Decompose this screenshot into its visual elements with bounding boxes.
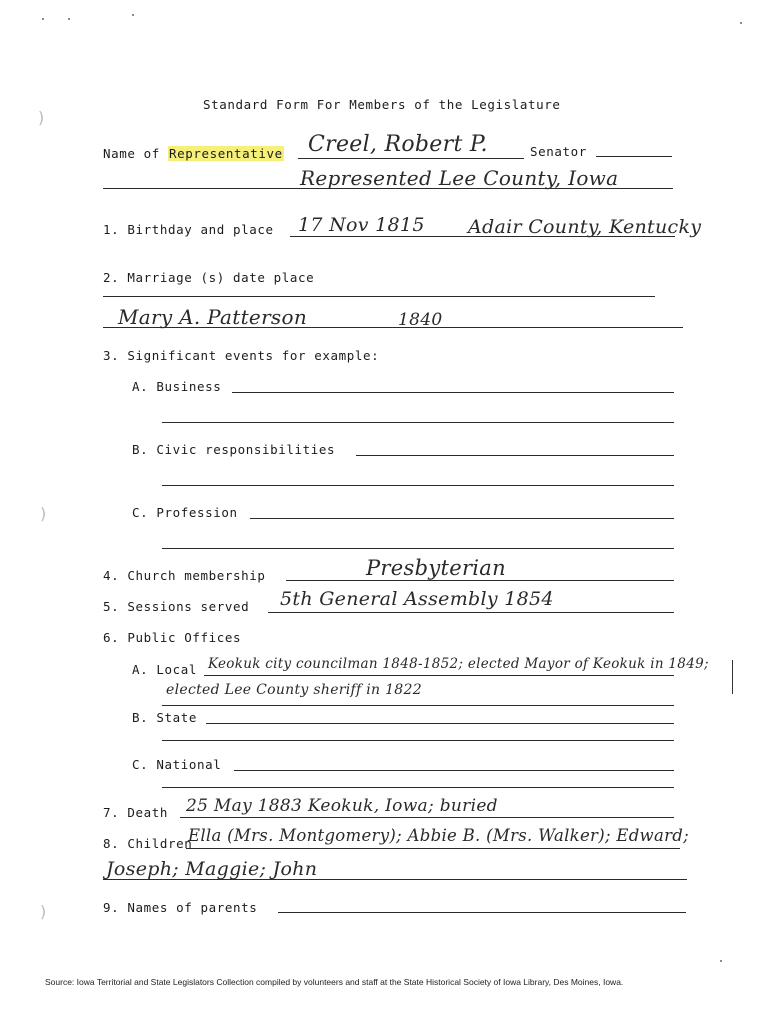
national-line-2 bbox=[162, 787, 674, 788]
children-value-1: Ella (Mrs. Montgomery); Abbie B. (Mrs. Walker); Edward; bbox=[188, 826, 690, 845]
sessions-line bbox=[268, 612, 674, 613]
civic-line-2 bbox=[162, 485, 674, 486]
church-line bbox=[286, 580, 674, 581]
birthday-date-value: 17 Nov 1815 bbox=[298, 214, 425, 236]
scan-speck bbox=[740, 22, 742, 24]
children-label: 8. Children bbox=[103, 836, 193, 851]
local-line-1 bbox=[204, 675, 674, 676]
form-title: Standard Form For Members of the Legislature bbox=[203, 97, 561, 112]
local-value-2: elected Lee County sheriff in 1822 bbox=[166, 682, 422, 698]
civic-line-1 bbox=[356, 455, 674, 456]
parents-line bbox=[278, 912, 686, 913]
national-line-1 bbox=[234, 770, 674, 771]
state-line-1 bbox=[206, 723, 674, 724]
marriage-line-1 bbox=[103, 296, 655, 297]
senator-line bbox=[596, 156, 672, 157]
scan-speck bbox=[132, 14, 134, 16]
parents-label: 9. Names of parents bbox=[103, 900, 258, 915]
marriage-year-value: 1840 bbox=[398, 310, 443, 330]
profession-line-2 bbox=[162, 548, 674, 549]
sessions-value: 5th General Assembly 1854 bbox=[280, 588, 554, 610]
birthday-place-value: Adair County, Kentucky bbox=[468, 216, 702, 238]
profession-line-1 bbox=[250, 518, 674, 519]
national-label: C. National bbox=[132, 757, 222, 772]
local-label: A. Local bbox=[132, 662, 198, 677]
business-line-2 bbox=[162, 422, 674, 423]
children-value-2: Joseph; Maggie; John bbox=[106, 858, 318, 880]
sessions-label: 5. Sessions served bbox=[103, 599, 250, 614]
state-line-2 bbox=[162, 740, 674, 741]
source-footer: Source: Iowa Territorial and State Legislators Collection compiled by volunteers and staff at the State Historical Society of Iowa Library, Des Moines, Iowa. bbox=[45, 977, 624, 987]
civic-label: B. Civic responsibilities bbox=[132, 442, 336, 457]
business-label: A. Business bbox=[132, 379, 222, 394]
spouse-value: Mary A. Patterson bbox=[118, 305, 308, 329]
representative-highlight: Representative bbox=[169, 146, 283, 161]
scan-speck bbox=[42, 18, 44, 20]
senator-label: Senator bbox=[530, 144, 587, 159]
scan-speck bbox=[720, 960, 722, 962]
death-value: 25 May 1883 Keokuk, Iowa; buried bbox=[186, 796, 498, 816]
church-value: Presbyterian bbox=[366, 556, 506, 580]
children-line-1 bbox=[186, 848, 680, 849]
birthday-label: 1. Birthday and place bbox=[103, 222, 274, 237]
business-line-1 bbox=[232, 392, 674, 393]
margin-stroke bbox=[732, 660, 733, 694]
name-label-prefix: Name of bbox=[103, 146, 169, 161]
margin-mark: ) bbox=[38, 108, 45, 127]
represented-value: Represented Lee County, Iowa bbox=[300, 166, 619, 190]
death-line bbox=[180, 817, 674, 818]
margin-mark: ) bbox=[40, 902, 47, 921]
death-label: 7. Death bbox=[103, 805, 169, 820]
events-label: 3. Significant events for example: bbox=[103, 348, 380, 363]
profession-label: C. Profession bbox=[132, 505, 238, 520]
state-label: B. State bbox=[132, 710, 198, 725]
local-value-1: Keokuk city councilman 1848-1852; elected Mayor of Keokuk in 1849; bbox=[208, 656, 709, 672]
local-line-2 bbox=[162, 705, 674, 706]
marriage-label: 2. Marriage (s) date place bbox=[103, 270, 315, 285]
margin-mark: ) bbox=[40, 504, 47, 523]
church-label: 4. Church membership bbox=[103, 568, 266, 583]
offices-label: 6. Public Offices bbox=[103, 630, 242, 645]
name-value: Creel, Robert P. bbox=[308, 132, 488, 157]
name-line bbox=[298, 158, 524, 159]
scan-speck bbox=[68, 18, 70, 20]
name-label bbox=[103, 146, 284, 161]
